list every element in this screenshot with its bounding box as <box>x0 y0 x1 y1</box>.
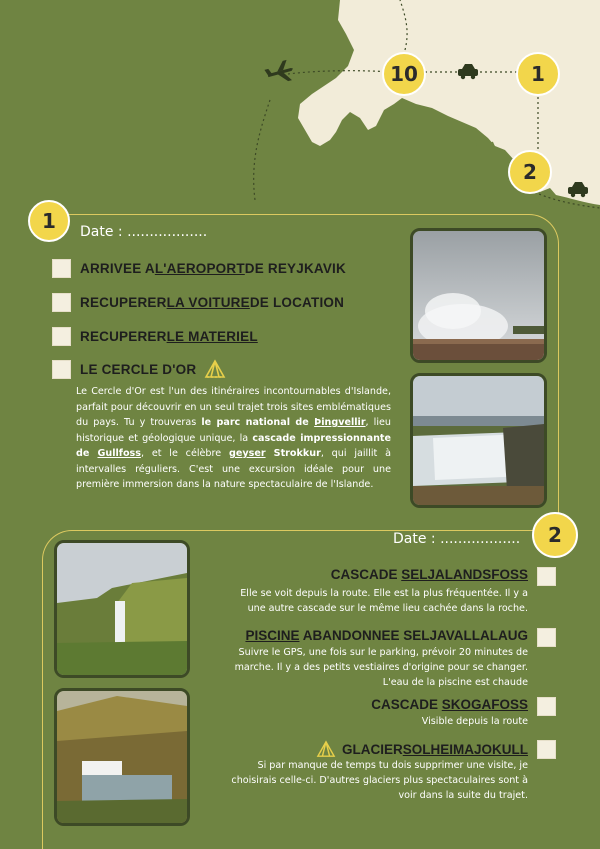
stop-skogafoss-title: CASCADE SKOGAFOSS <box>371 697 528 712</box>
task-text-underlined: LE MATERIEL <box>166 329 258 344</box>
task-checkbox[interactable] <box>52 360 71 379</box>
task-text: LE CERCLE D'OR <box>80 361 197 377</box>
task-car[interactable] <box>52 293 344 312</box>
task-checkbox[interactable] <box>52 327 71 346</box>
task-material[interactable] <box>52 327 258 346</box>
stop-solheimajokull-title: GLACIER SOLHEIMAJOKULL <box>316 740 528 758</box>
task-text: RECUPERER <box>80 329 167 344</box>
seljalandsfoss-photo <box>54 540 190 678</box>
seljavallalaug-photo <box>54 688 190 826</box>
task-text: ARRIVEE A <box>80 261 155 276</box>
task-golden-circle[interactable] <box>52 359 226 379</box>
day2-number-badge: 2 <box>532 512 578 558</box>
stop-skogafoss-checkbox[interactable] <box>537 697 556 716</box>
stop-seljalandsfoss-checkbox[interactable] <box>537 567 556 586</box>
land-area <box>298 0 600 205</box>
stop-solheimajokull-checkbox[interactable] <box>537 740 556 759</box>
stop-seljalandsfoss-title: CASCADE SELJALANDSFOSS <box>330 567 528 582</box>
plane-icon <box>263 59 295 87</box>
task-text: DE REYJKAVIK <box>244 261 346 276</box>
stop-seljalandsfoss-description: Elle se voit depuis la route. Elle est la plus fréquentée. Il y a une autre cascade sur le même lieu cachée dans la roche. <box>240 588 528 614</box>
tent-icon <box>316 740 336 758</box>
task-checkbox[interactable] <box>52 259 71 278</box>
task-text: DE LOCATION <box>249 295 345 310</box>
task-text-underlined: L'AEROPORT <box>154 261 245 276</box>
map-badge-10: 10 <box>382 52 426 96</box>
task-text-underlined: LA VOITURE <box>166 295 250 310</box>
day2-date-label: Date : .................. <box>393 531 521 547</box>
tent-icon <box>204 359 226 379</box>
map-badge-1: 1 <box>516 52 560 96</box>
task-checkbox[interactable] <box>52 293 71 312</box>
task-arrival[interactable] <box>52 259 346 278</box>
stop-seljavallalaug-description: Suivre le GPS, une fois sur le parking, prévoir 20 minutes de marche. Il y a des petits vestiaires d'origine pour se changer. L'eau de la piscine est chaude <box>234 647 528 688</box>
stop-skogafoss-description: Visible depuis la route <box>421 716 528 727</box>
map-badge-2: 2 <box>508 150 552 194</box>
geyser-photo <box>410 228 547 363</box>
gullfoss-photo <box>410 373 547 508</box>
day1-date-label: Date : .................. <box>80 224 208 240</box>
task-text: RECUPERER <box>80 295 167 310</box>
day1-number-badge: 1 <box>28 200 70 242</box>
stop-solheimajokull-description: Si par manque de temps tu dois supprimer une visite, je choisirais celle-ci. D'autres glaciers plus spectaculaires sont à voir dans la suite du trajet. <box>231 760 528 801</box>
stop-seljavallalaug-title: PISCINE ABANDONNEE SELJAVALLALAUG <box>245 628 528 643</box>
stop-seljavallalaug-checkbox[interactable] <box>537 628 556 647</box>
iceland-map <box>0 0 600 230</box>
golden-circle-description: Le Cercle d'Or est l'un des itinéraires incontournables d'Islande, parfait pour découvrir en un seul trajet trois sites emblématiques du pays. Tu y trouveras le parc national de Þingvellir, lieu historique et géologique unique, la cascade impressionnante de Gullfoss, et le célèbre geyser Strokkur, qui jaillit à intervalles réguliers. C'est une excursion idéale pour une première immersion dans la nature spectaculaire de l'Islande. <box>76 386 392 490</box>
